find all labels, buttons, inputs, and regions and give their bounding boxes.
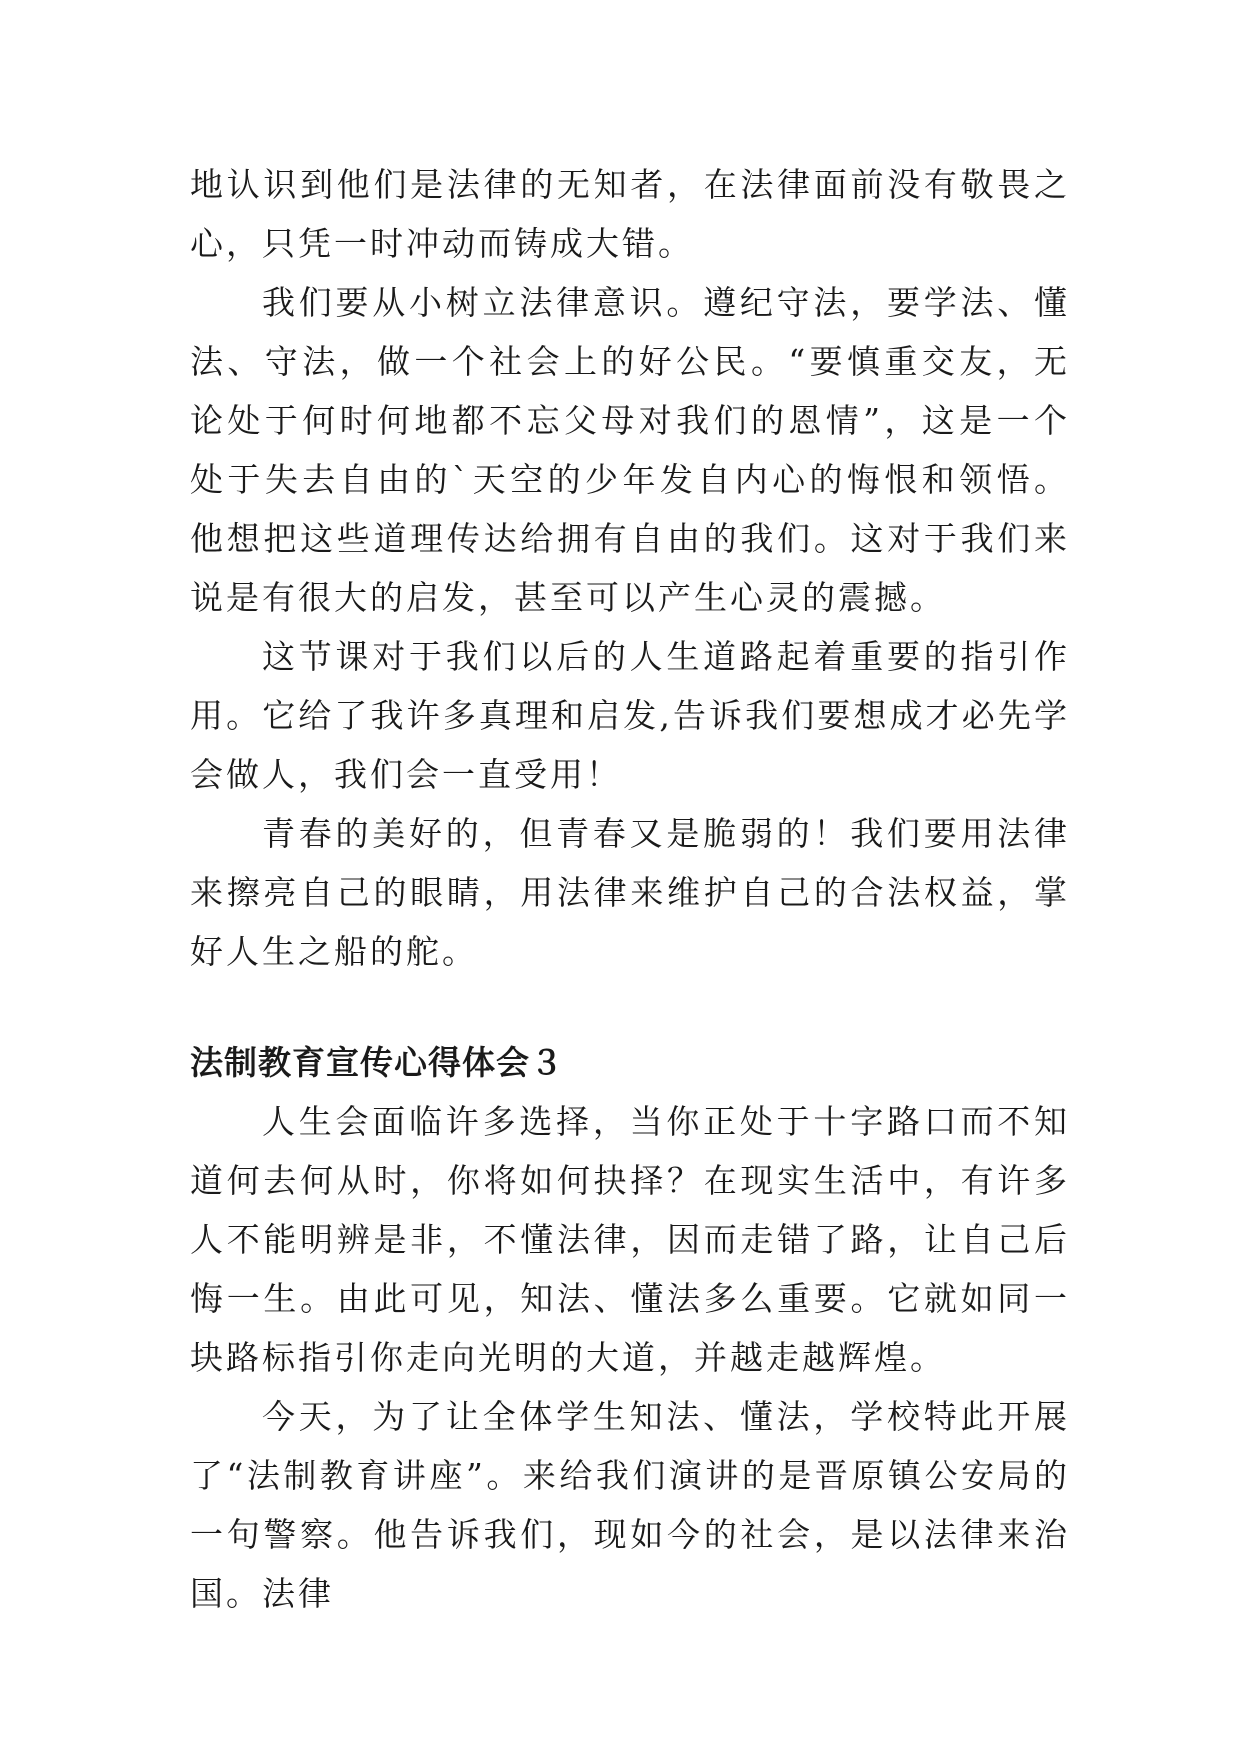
paragraph-youth: 青春的美好的，但青春又是脆弱的！我们要用法律来擦亮自己的眼睛，用法律来维护自己的合法权益，掌好人生之船的舵。 bbox=[190, 814, 1070, 971]
paragraph-life-choices: 人生会面临许多选择，当你正处于十字路口而不知道何去何从时，你将如何抉择？在现实生活中，有许多人不能明辨是非，不懂法律，因而走错了路，让自己后悔一生。由此可见，知法、懂法多么重要。它就如同一块路标指引你走向光明的大道，并越走越辉煌。 bbox=[190, 1102, 1070, 1377]
section-title: 法制教育宣传心得体会３ bbox=[190, 1043, 564, 1082]
paragraph-legal-awareness: 我们要从小树立法律意识。遵纪守法，要学法、懂法、守法，做一个社会上的好公民。“要慎重交友，无论处于何时何地都不忘父母对我们的恩情”，这是一个处于失去自由的`天空的少年发自内心的悔恨和领悟。他想把这些道理传达给拥有自由的我们。这对于我们来说是有很大的启发，甚至可以产生心灵的震撼。 bbox=[190, 283, 1070, 617]
paragraph-continuation: 地认识到他们是法律的无知者，在法律面前没有敬畏之心，只凭一时冲动而铸成大错。 bbox=[190, 165, 1070, 263]
document-body bbox=[190, 155, 1070, 1623]
paragraph-lecture: 今天，为了让全体学生知法、懂法，学校特此开展了“法制教育讲座”。来给我们演讲的是晋原镇公安局的一句警察。他告诉我们，现如今的社会，是以法律来治国。法律 bbox=[190, 1397, 1070, 1613]
paragraph-lesson-guidance: 这节课对于我们以后的人生道路起着重要的指引作用。它给了我许多真理和启发,告诉我们要想成才必先学会做人，我们会一直受用！ bbox=[190, 637, 1070, 794]
